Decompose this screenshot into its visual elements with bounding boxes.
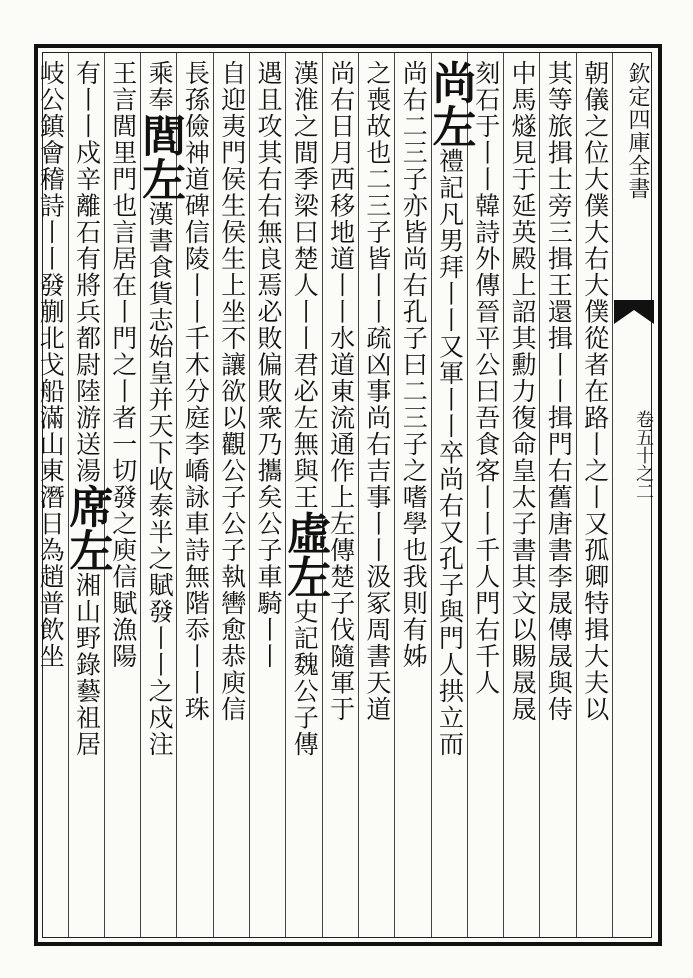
text-column [322, 60, 360, 930]
entry-text: 閭里門也言居在丨門之丨者一切發之庾信賦漁陽 [108, 113, 138, 670]
entry-text: 禮記凡男拜丨丨又軍丨丨卒尚右又孔子與門人拱立而 [435, 148, 465, 758]
entry-text: 有丨丨戍辛離石有將兵都尉陸游送湯 [72, 60, 102, 484]
text-column [61, 60, 113, 930]
entry-text: 之喪故也二三子皆丨丨疏凶事尚右吉事丨丨汲冢周書天道 [362, 60, 392, 723]
text-column [539, 60, 577, 930]
entry-text: 漢淮之間季梁曰楚人丨丨君必左無與王 [290, 60, 320, 511]
text-column [279, 60, 331, 930]
text-column [134, 60, 186, 930]
entry-text: 乘奉 [145, 60, 175, 113]
entry-text: 刻石于丨丨韓詩外傳晉平公曰吾食客丨丨千人門右千人 [471, 60, 501, 696]
text-column [249, 60, 287, 930]
text-column [467, 60, 505, 930]
entry-text: 朝儀之位大僕大右大僕從者在路丨之丨又孤卿特揖大夫以 [580, 60, 610, 723]
entry-text: 長孫儉神道碑信陵丨丨千木分庭李嶠詠車詩無階忝丨丨珠 [181, 60, 211, 723]
fishtail-ornament-icon [614, 300, 654, 324]
book-title: 欽定四庫全書 [625, 62, 650, 200]
text-column [576, 60, 614, 930]
entry-heading: 尚左 [424, 60, 476, 148]
entry-text: 史記魏公子傳 [290, 598, 320, 758]
entry-text: 尚右二三子亦皆尚右孔子曰二三子之嗜學也我則有姊 [399, 60, 429, 670]
entry-text: 尚右日月西移地道丨丨水道東流通作上左傳楚子伐隨軍于 [326, 60, 356, 723]
text-column [358, 60, 396, 930]
entry-text: 遇且攻其右右無良焉必敗偏敗衆乃攜矣公子車騎丨丨 [254, 60, 283, 670]
entry-text: 漢書食貨志始皇并天下收泰半之賦發丨丨之戍注 [145, 201, 175, 758]
entry-heading: 虛左 [279, 510, 331, 599]
entry-text: 中馬燧見于延英殿上詔其勳力復命皇太子書其文以賜晟晟 [508, 60, 538, 723]
entry-heading: 閭左 [134, 113, 186, 201]
text-column [424, 60, 476, 930]
entry-text: 其等旅揖士旁三揖王還揖丨丨揖門右舊唐書李晟傳晟與侍 [544, 60, 574, 723]
entry-heading: 席左 [61, 484, 113, 572]
text-column [213, 60, 251, 930]
entry-text: 湘山野錄藝祖居 [72, 572, 102, 758]
volume-label: 卷五十之二 [633, 410, 654, 500]
entry-text: 自迎夷門侯生侯生上坐不讓欲以觀公子公子執轡愈恭庾信 [217, 60, 247, 723]
text-column [394, 60, 432, 930]
text-column [503, 60, 541, 930]
text-column [31, 60, 69, 930]
entry-text: 王言 [108, 60, 138, 113]
entry-text: 岐公鎮會稽詩丨丨發蒯北戈船滿山東潛日為趙普飲坐 [36, 60, 66, 670]
